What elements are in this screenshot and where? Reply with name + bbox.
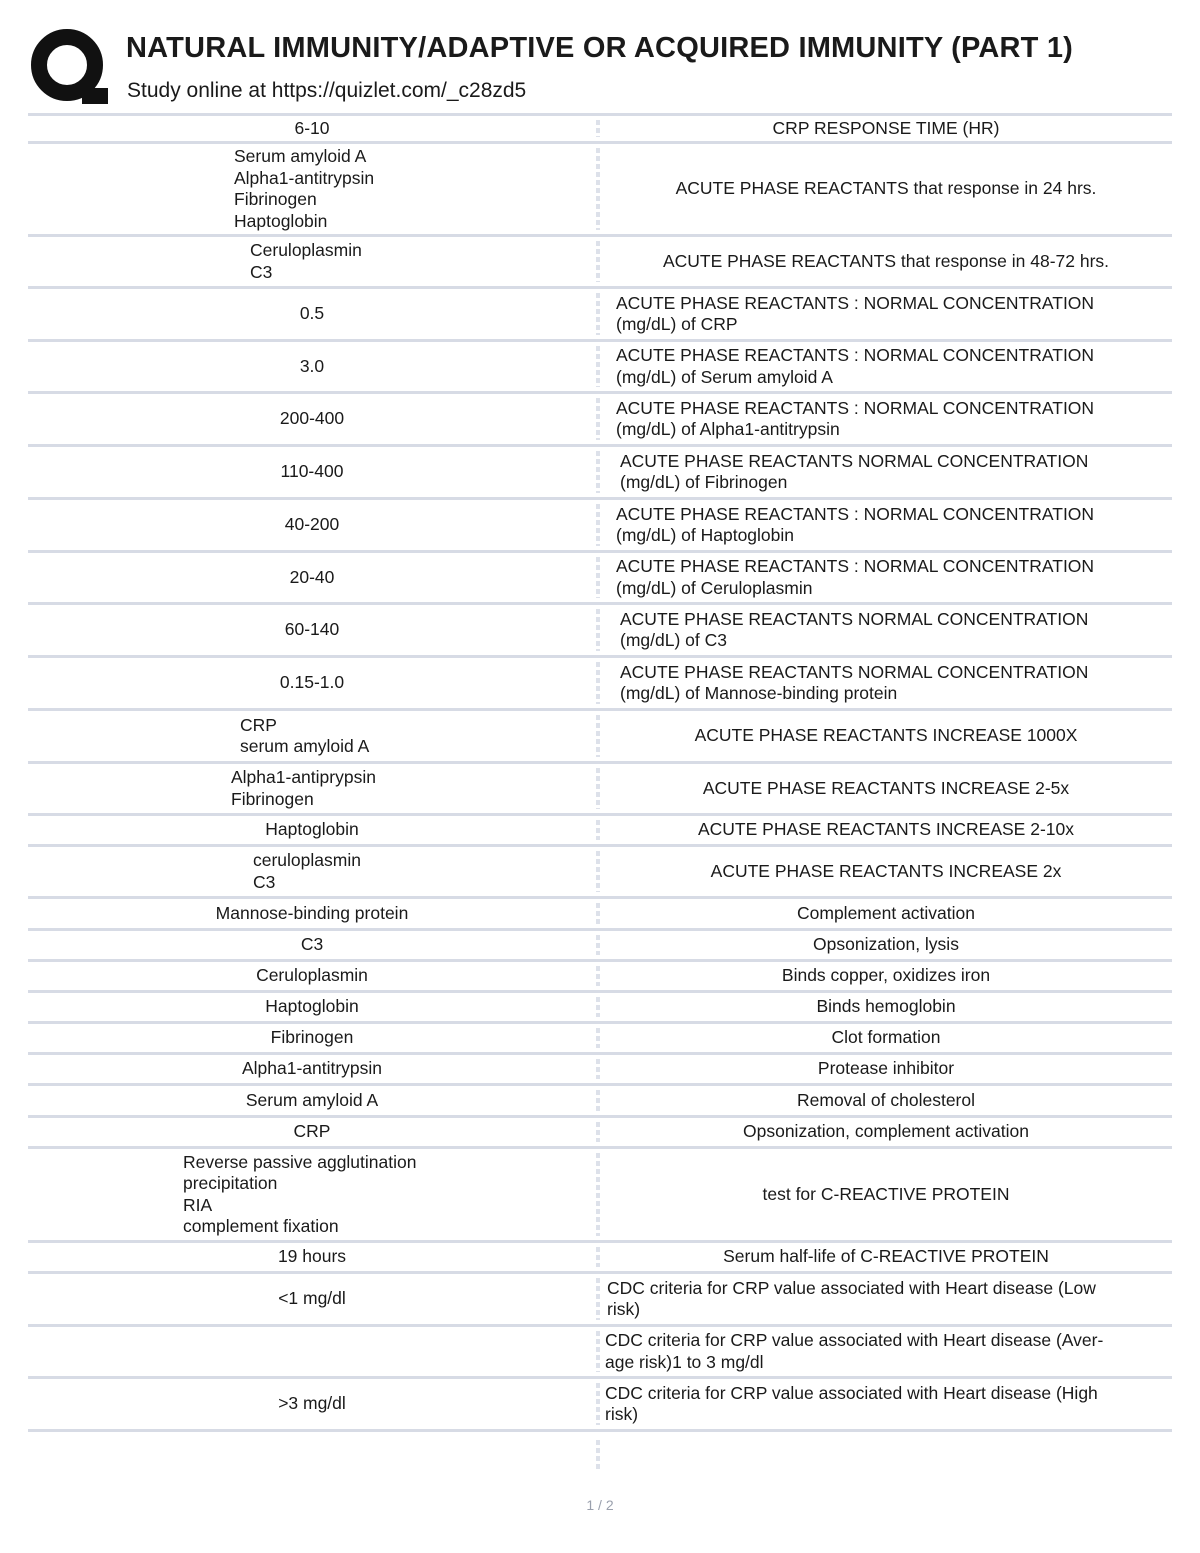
definition-cell [600, 993, 1172, 1021]
term-text: Haptoglobin [265, 819, 359, 840]
table-row [28, 447, 1172, 500]
definition-cell [600, 1379, 1172, 1429]
definition-cell [600, 1243, 1172, 1271]
table-row [28, 394, 1172, 447]
term-text: CRP serum amyloid A [240, 714, 370, 756]
term-cell [28, 962, 596, 990]
table-row [28, 289, 1172, 342]
term-cell [28, 658, 596, 708]
definition-cell [600, 500, 1172, 550]
term-text: 3.0 [299, 355, 325, 376]
term-cell [28, 1086, 596, 1115]
term-cell [28, 847, 596, 896]
term-cell [28, 1243, 596, 1271]
definition-cell [600, 1055, 1172, 1083]
term-text: 0.15-1.0 [279, 672, 345, 693]
definition-text: ACUTE PHASE REACTANTS INCREASE 2-10x [697, 819, 1074, 840]
definition-text: ACUTE PHASE REACTANTS : NORMAL CONCENTRATION (mg/dL) of Alpha1-antitrypsin [616, 397, 1095, 439]
term-text: 20-40 [289, 566, 335, 587]
definition-text: Opsonization, complement activation [743, 1121, 1029, 1142]
table-row [28, 1379, 1172, 1432]
term-cell [28, 1327, 596, 1376]
definition-text: CDC criteria for CRP value associated with Heart disease (Low risk) [607, 1277, 1096, 1319]
term-text: Alpha1-antiprypsin Fibrinogen [231, 767, 376, 809]
term-cell [28, 394, 596, 444]
term-text: >3 mg/dl [278, 1393, 346, 1414]
definition-cell [600, 1274, 1172, 1324]
term-cell [28, 1118, 596, 1146]
table-row [28, 342, 1172, 394]
definition-cell [600, 447, 1172, 497]
term-text: 0.5 [299, 303, 325, 324]
definition-cell [600, 1149, 1172, 1240]
table-row [28, 1327, 1172, 1379]
term-cell [28, 342, 596, 391]
table-row [28, 1243, 1172, 1274]
term-cell [28, 899, 596, 928]
table-row [28, 1274, 1172, 1327]
term-text: Serum amyloid A Alpha1-antitrypsin Fibrinogen Haptoglobin [234, 146, 375, 231]
term-cell [28, 116, 596, 141]
definition-text: Complement activation [797, 902, 975, 923]
definition-text: ACUTE PHASE REACTANTS NORMAL CONCENTRATION (mg/dL) of C3 [620, 608, 1089, 650]
table-row [28, 711, 1172, 764]
definition-text: CDC criteria for CRP value associated with Heart disease (High risk) [605, 1382, 1098, 1424]
definition-text: ACUTE PHASE REACTANTS that response in 48-72 hrs. [662, 250, 1110, 271]
term-text: Reverse passive agglutination precipitation RIA complement fixation [183, 1151, 417, 1236]
quizlet-logo-icon [30, 28, 108, 106]
term-cell [28, 1024, 596, 1052]
term-text: 60-140 [284, 619, 340, 640]
table-row [28, 1149, 1172, 1243]
term-text: 19 hours [277, 1246, 347, 1267]
definition-text: ACUTE PHASE REACTANTS : NORMAL CONCENTRATION (mg/dL) of Ceruloplasmin [616, 556, 1095, 598]
definition-text: ACUTE PHASE REACTANTS : NORMAL CONCENTRATION (mg/dL) of CRP [616, 292, 1095, 334]
table-row [28, 931, 1172, 962]
term-cell [28, 500, 596, 550]
definition-text: ACUTE PHASE REACTANTS INCREASE 1000X [694, 725, 1078, 746]
table-row [28, 237, 1172, 289]
definition-cell [600, 1024, 1172, 1052]
definition-cell [600, 144, 1172, 234]
definition-text: Binds copper, oxidizes iron [781, 965, 991, 986]
term-text: Alpha1-antitrypsin [241, 1058, 383, 1079]
definition-text: test for C-REACTIVE PROTEIN [762, 1183, 1010, 1204]
term-cell [28, 1055, 596, 1083]
term-cell [28, 931, 596, 959]
definition-cell [600, 816, 1172, 844]
term-text: Ceruloplasmin [256, 965, 368, 986]
definition-text: Clot formation [831, 1027, 941, 1048]
definition-cell [600, 553, 1172, 602]
table-tail [28, 1432, 1172, 1472]
term-text: CRP [293, 1121, 331, 1142]
definition-cell [600, 237, 1172, 286]
definition-cell [600, 1118, 1172, 1146]
term-cell [28, 816, 596, 844]
page-subtitle: Study online at https://quizlet.com/_c28zd5 [127, 79, 527, 102]
definition-cell [600, 764, 1172, 813]
definition-cell [600, 658, 1172, 708]
page-number: 1 / 2 [586, 1497, 614, 1513]
definition-cell [600, 342, 1172, 391]
term-cell [28, 993, 596, 1021]
term-text: Fibrinogen [270, 1027, 354, 1048]
definition-text: Opsonization, lysis [813, 934, 959, 955]
page-title: NATURAL IMMUNITY/ADAPTIVE OR ACQUIRED IMMUNITY (PART 1) [126, 32, 1074, 64]
definition-text: ACUTE PHASE REACTANTS that response in 24 hrs. [675, 178, 1097, 199]
definition-text: ACUTE PHASE REACTANTS NORMAL CONCENTRATION (mg/dL) of Fibrinogen [620, 450, 1089, 492]
term-text: C3 [300, 934, 324, 955]
definition-cell [600, 605, 1172, 655]
definition-cell [600, 394, 1172, 444]
definition-cell [600, 962, 1172, 990]
table-row [28, 764, 1172, 816]
table-row [28, 605, 1172, 658]
table-row [28, 847, 1172, 899]
term-text: ceruloplasmin C3 [253, 850, 361, 892]
definition-cell [600, 711, 1172, 761]
definition-text: ACUTE PHASE REACTANTS INCREASE 2x [710, 860, 1062, 881]
definition-cell [600, 1327, 1172, 1376]
definition-text: Serum half-life of C-REACTIVE PROTEIN [723, 1246, 1049, 1267]
term-cell [28, 553, 596, 602]
term-text: Ceruloplasmin C3 [250, 240, 362, 282]
table-row [28, 1024, 1172, 1055]
table-row [28, 144, 1172, 237]
term-text: 6-10 [294, 117, 330, 138]
definition-cell [600, 899, 1172, 928]
term-cell [28, 237, 596, 286]
term-cell [28, 1149, 596, 1240]
definition-text: ACUTE PHASE REACTANTS INCREASE 2-5x [702, 777, 1070, 798]
term-cell [28, 1274, 596, 1324]
term-cell [28, 764, 596, 813]
table-row [28, 113, 1172, 144]
definition-text: ACUTE PHASE REACTANTS NORMAL CONCENTRATION (mg/dL) of Mannose-binding protein [620, 661, 1089, 703]
term-cell [28, 711, 596, 761]
table-row [28, 1118, 1172, 1149]
flashcard-table [28, 113, 1172, 1472]
table-row [28, 816, 1172, 847]
definition-cell [600, 1086, 1172, 1115]
definition-text: CDC criteria for CRP value associated with Heart disease (Aver- age risk)1 to 3 mg/dl [605, 1330, 1104, 1372]
table-row [28, 658, 1172, 711]
term-cell [28, 1379, 596, 1429]
term-cell [28, 605, 596, 655]
term-cell [28, 289, 596, 339]
definition-cell [600, 847, 1172, 896]
term-text: 40-200 [284, 514, 340, 535]
definition-cell [600, 289, 1172, 339]
table-row [28, 1086, 1172, 1118]
table-row [28, 553, 1172, 605]
table-row [28, 899, 1172, 931]
definition-text: Removal of cholesterol [797, 1089, 975, 1110]
term-text: Haptoglobin [265, 996, 359, 1017]
definition-cell [600, 116, 1172, 141]
definition-cell [600, 931, 1172, 959]
term-text: 110-400 [280, 461, 344, 482]
definition-text: ACUTE PHASE REACTANTS : NORMAL CONCENTRATION (mg/dL) of Serum amyloid A [616, 345, 1095, 387]
definition-text: ACUTE PHASE REACTANTS : NORMAL CONCENTRATION (mg/dL) of Haptoglobin [616, 503, 1095, 545]
term-text: Serum amyloid A [245, 1089, 379, 1110]
table-row [28, 993, 1172, 1024]
column-divider [596, 1440, 600, 1472]
term-cell [28, 447, 596, 497]
term-text: <1 mg/dl [278, 1288, 346, 1309]
definition-text: Protease inhibitor [817, 1058, 955, 1079]
table-row [28, 1055, 1172, 1086]
definition-text: Binds hemoglobin [816, 996, 956, 1017]
table-row [28, 962, 1172, 993]
definition-text: CRP RESPONSE TIME (HR) [772, 117, 1000, 138]
term-text: 200-400 [279, 408, 345, 429]
table-row [28, 500, 1172, 553]
term-text: Mannose-binding protein [215, 902, 409, 923]
term-cell [28, 144, 596, 234]
